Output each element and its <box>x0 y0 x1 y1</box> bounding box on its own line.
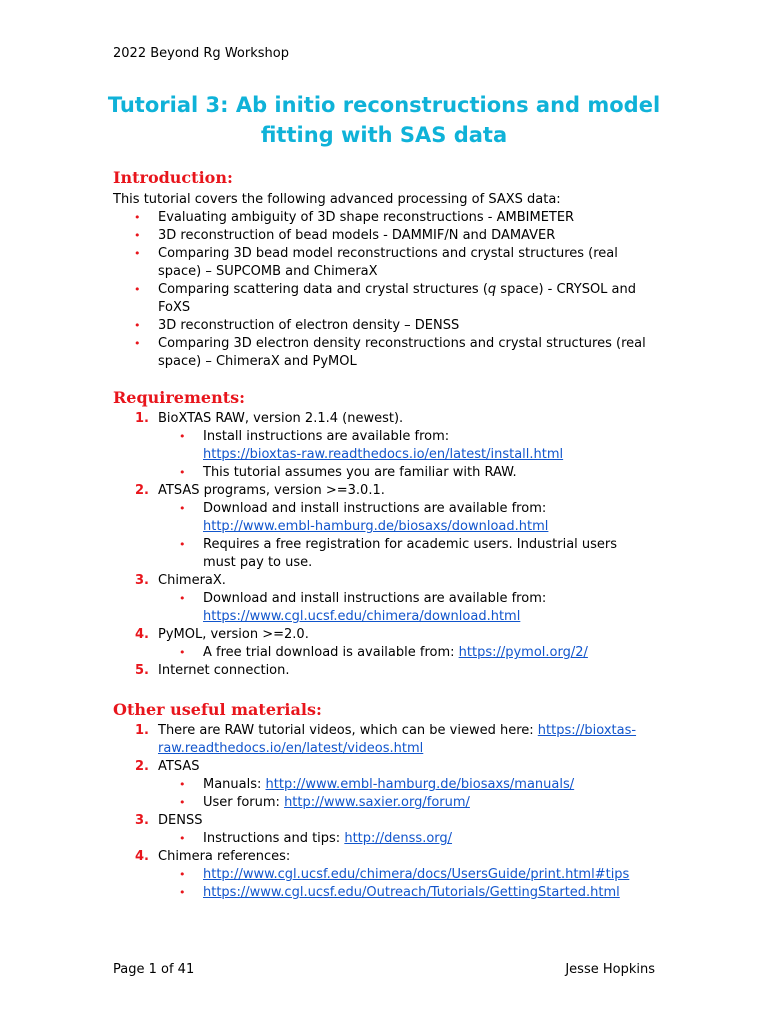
introduction-heading: Introduction: <box>113 168 233 187</box>
list-item <box>0 722 650 758</box>
list-item-text: This tutorial assumes you are familiar with RAW. <box>203 465 517 480</box>
bullet-icon: • <box>179 538 186 551</box>
list-item-text: Download and install instructions are available from: <box>203 591 547 606</box>
user-forum-link[interactable]: http://www.saxier.org/forum/ <box>284 795 470 810</box>
requirements-list <box>0 410 650 680</box>
list-item <box>0 776 650 794</box>
bullet-icon: • <box>134 283 141 296</box>
list-item-text: Evaluating ambiguity of 3D shape reconstructions - AMBIMETER <box>158 210 575 225</box>
pymol-link[interactable]: https://pymol.org/2/ <box>458 645 588 660</box>
list-item <box>0 866 650 884</box>
list-item <box>0 794 650 812</box>
intro-lead: This tutorial covers the following advanced processing of SAXS data: <box>113 192 561 207</box>
list-item <box>0 626 650 644</box>
bullet-icon: • <box>179 466 186 479</box>
list-item <box>0 227 650 245</box>
list-number: 1. <box>135 723 149 738</box>
list-item <box>0 572 650 590</box>
bullet-icon: • <box>134 247 141 260</box>
list-item <box>0 245 650 281</box>
raw-install-link[interactable]: https://bioxtas-raw.readthedocs.io/en/latest/install.html <box>203 447 564 462</box>
bullet-icon: • <box>179 796 186 809</box>
list-item <box>0 848 650 866</box>
list-item <box>0 482 650 500</box>
list-item <box>0 209 650 227</box>
list-item-text: ChimeraX. <box>158 573 226 588</box>
list-item <box>0 464 650 482</box>
list-item-text: 3D reconstruction of electron density – DENSS <box>158 318 460 333</box>
list-item-text: Internet connection. <box>158 663 290 678</box>
list-number: 4. <box>135 849 149 864</box>
list-item-text: Install instructions are available from: <box>203 429 450 444</box>
list-item <box>0 884 650 902</box>
list-item <box>0 428 650 464</box>
list-item <box>0 812 650 830</box>
list-item-text: BioXTAS RAW, version 2.1.4 (newest). <box>158 411 404 426</box>
list-item-text: Comparing scattering data and crystal structures (q space) - CRYSOL and FoXS <box>158 282 637 315</box>
list-number: 3. <box>135 573 149 588</box>
other-materials-heading: Other useful materials: <box>113 700 322 719</box>
bullet-icon: • <box>179 592 186 605</box>
list-number: 4. <box>135 627 149 642</box>
requirements-heading: Requirements: <box>113 388 246 407</box>
list-item-text: Download and install instructions are available from: <box>203 501 547 516</box>
chimera-tips-link[interactable]: http://www.cgl.ucsf.edu/chimera/docs/UsersGuide/print.html#tips <box>203 867 630 882</box>
list-item-text: ATSAS <box>158 759 200 774</box>
list-item-text: User forum: http://www.saxier.org/forum/ <box>203 795 470 810</box>
list-item <box>0 662 650 680</box>
list-item <box>0 335 650 371</box>
intro-bullet-list <box>0 209 650 371</box>
bullet-icon: • <box>179 832 186 845</box>
bullet-icon: • <box>134 229 141 242</box>
list-number: 5. <box>135 663 149 678</box>
list-item-text: Requires a free registration for academic users. Industrial users must pay to use. <box>203 537 618 570</box>
raw-videos-link[interactable]: https://bioxtas-raw.readthedocs.io/en/latest/videos.html <box>158 723 637 756</box>
list-item <box>0 758 650 776</box>
list-item <box>0 281 650 317</box>
list-item <box>0 317 650 335</box>
list-item <box>0 536 650 572</box>
list-item-text: Manuals: http://www.embl-hamburg.de/biosaxs/manuals/ <box>203 777 575 792</box>
bullet-icon: • <box>179 502 186 515</box>
footer-author: Jesse Hopkins <box>565 962 655 977</box>
bullet-icon: • <box>134 337 141 350</box>
list-item <box>0 500 650 536</box>
list-item <box>0 410 650 428</box>
list-item-text: There are RAW tutorial videos, which can be viewed here: https://bioxtas-raw.readthedocs.io/en/latest/videos.html <box>158 723 637 756</box>
list-item-text: DENSS <box>158 813 203 828</box>
atsas-manuals-link[interactable]: http://www.embl-hamburg.de/biosaxs/manuals/ <box>265 777 575 792</box>
chimera-getting-started-link[interactable]: https://www.cgl.ucsf.edu/Outreach/Tutorials/GettingStarted.html <box>203 885 620 900</box>
list-item-text: Comparing 3D electron density reconstructions and crystal structures (real space) – ChimeraX and PyMOL <box>158 336 646 369</box>
page-title: Tutorial 3: Ab initio reconstructions and model fitting with SAS data <box>107 93 661 147</box>
list-number: 2. <box>135 483 149 498</box>
bullet-icon: • <box>179 430 186 443</box>
list-item <box>0 644 650 662</box>
bullet-icon: • <box>179 778 186 791</box>
bullet-icon: • <box>179 886 186 899</box>
list-item-text: A free trial download is available from: https://pymol.org/2/ <box>203 645 588 660</box>
bullet-icon: • <box>179 868 186 881</box>
page-number: Page 1 of 41 <box>113 962 195 977</box>
list-number: 3. <box>135 813 149 828</box>
list-number: 1. <box>135 411 149 426</box>
other-materials-list <box>0 722 650 902</box>
atsas-download-link[interactable]: http://www.embl-hamburg.de/biosaxs/download.html <box>203 519 549 534</box>
running-header: 2022 Beyond Rg Workshop <box>113 46 289 61</box>
list-item <box>0 590 650 626</box>
list-item-text: 3D reconstruction of bead models - DAMMIF/N and DAMAVER <box>158 228 556 243</box>
bullet-icon: • <box>179 646 186 659</box>
list-item-text: Chimera references: <box>158 849 291 864</box>
list-number: 2. <box>135 759 149 774</box>
chimera-download-link[interactable]: https://www.cgl.ucsf.edu/chimera/download.html <box>203 609 521 624</box>
list-item <box>0 830 650 848</box>
list-item-text: ATSAS programs, version >=3.0.1. <box>158 483 385 498</box>
list-item-text: Comparing 3D bead model reconstructions and crystal structures (real space) – SUPCOMB and ChimeraX <box>158 246 618 279</box>
denss-link[interactable]: http://denss.org/ <box>344 831 453 846</box>
list-item-text: Instructions and tips: http://denss.org/ <box>203 831 453 846</box>
bullet-icon: • <box>134 319 141 332</box>
list-item-text: PyMOL, version >=2.0. <box>158 627 309 642</box>
bullet-icon: • <box>134 211 141 224</box>
